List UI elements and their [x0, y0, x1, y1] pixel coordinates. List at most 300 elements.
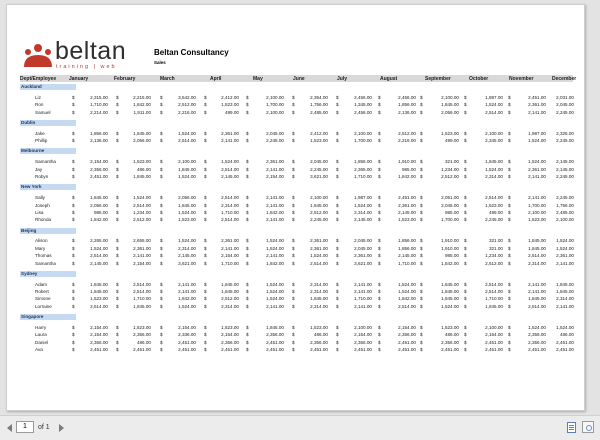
- currency-symbol: $: [204, 102, 207, 108]
- currency-symbol: $: [292, 281, 295, 287]
- company-title: Beltan Consultancy: [154, 48, 229, 57]
- currency-symbol: $: [420, 281, 423, 287]
- table-row: [20, 295, 573, 302]
- logo-tagline: training | web: [56, 64, 117, 70]
- currency-symbol: $: [464, 260, 467, 266]
- sales-value: 1,524.00: [178, 209, 196, 215]
- currency-symbol: $: [160, 332, 163, 338]
- currency-symbol: $: [336, 332, 339, 338]
- sales-value: 2,245.00: [485, 217, 503, 223]
- currency-symbol: $: [292, 109, 295, 115]
- currency-symbol: $: [246, 332, 249, 338]
- currency-symbol: $: [292, 195, 295, 201]
- currency-symbol: $: [336, 260, 339, 266]
- sales-value: 2,056.00: [90, 202, 108, 208]
- sales-value: 2,100.00: [528, 209, 546, 215]
- sales-value: 2,451.00: [221, 347, 239, 352]
- currency-symbol: $: [116, 202, 119, 208]
- sales-value: 1,524.00: [310, 253, 328, 259]
- currency-symbol: $: [508, 138, 511, 144]
- currency-symbol: $: [464, 324, 467, 330]
- sales-value: 2,154.00: [266, 174, 284, 179]
- currency-symbol: $: [160, 102, 163, 108]
- currency-symbol: $: [116, 109, 119, 115]
- currency-symbol: $: [292, 245, 295, 251]
- table-row: [20, 137, 573, 144]
- sales-value: 2,100.00: [441, 94, 459, 100]
- sales-value: 1,845.00: [441, 102, 459, 108]
- currency-symbol: $: [508, 296, 511, 302]
- sales-value: 2,045.00: [441, 202, 459, 208]
- currency-symbol: $: [508, 159, 511, 165]
- sales-value: 1,524.00: [398, 281, 416, 287]
- sales-value: 1,524.00: [178, 174, 196, 179]
- column-header-month: December: [552, 76, 577, 82]
- currency-symbol: $: [378, 281, 381, 287]
- sales-value: 985.00: [444, 253, 459, 259]
- employee-name: Thomas: [35, 253, 52, 259]
- sales-value: 985.00: [93, 209, 108, 215]
- sales-value: 2,314.00: [310, 303, 328, 309]
- sales-value: 2,514.00: [485, 281, 503, 287]
- sales-value: 2,451.00: [90, 347, 108, 352]
- currency-symbol: $: [72, 289, 75, 295]
- currency-symbol: $: [336, 347, 339, 352]
- currency-symbol: $: [420, 159, 423, 165]
- sales-value: 2,514.00: [528, 303, 546, 309]
- currency-symbol: $: [246, 339, 249, 345]
- currency-symbol: $: [292, 209, 295, 215]
- currency-symbol: $: [336, 296, 339, 302]
- currency-symbol: $: [116, 166, 119, 172]
- sales-value: 2,031.00: [556, 94, 574, 100]
- currency-symbol: $: [508, 253, 511, 259]
- sales-value: 2,154.00: [398, 324, 416, 330]
- sales-value: 2,314.00: [310, 281, 328, 287]
- sales-value: 2,451.00: [90, 174, 108, 179]
- currency-symbol: $: [464, 245, 467, 251]
- sales-value: 1,524.00: [556, 324, 574, 330]
- currency-symbol: $: [378, 102, 381, 108]
- sales-value: 1,856.00: [398, 238, 416, 244]
- sales-value: 2,141.00: [354, 281, 372, 287]
- sales-value: 2,314.00: [354, 209, 372, 215]
- currency-symbol: $: [204, 324, 207, 330]
- sales-value: 2,356.00: [90, 166, 108, 172]
- sales-value: 1,524.00: [441, 303, 459, 309]
- sales-value: 1,845.00: [485, 159, 503, 165]
- sales-value: 2,356.00: [354, 339, 372, 345]
- sales-value: 2,356.00: [221, 339, 239, 345]
- sales-value: 2,361.00: [133, 245, 151, 251]
- table-row: [20, 94, 573, 101]
- currency-symbol: $: [508, 130, 511, 136]
- currency-symbol: $: [336, 245, 339, 251]
- currency-symbol: $: [72, 347, 75, 352]
- table-row: [20, 281, 573, 288]
- currency-symbol: $: [508, 109, 511, 115]
- currency-symbol: $: [160, 166, 163, 172]
- sales-value: 2,141.00: [133, 253, 151, 259]
- sales-value: 2,325.00: [556, 130, 574, 136]
- currency-symbol: $: [72, 202, 75, 208]
- sales-value: 3,542.00: [178, 94, 196, 100]
- sales-value: 1,700.00: [354, 138, 372, 144]
- sales-value: 2,045.00: [556, 102, 574, 108]
- sales-value: 1,845.00: [441, 296, 459, 302]
- currency-symbol: $: [160, 296, 163, 302]
- sales-value: 2,141.00: [266, 217, 284, 223]
- currency-symbol: $: [72, 166, 75, 172]
- sales-value: 321.00: [488, 245, 503, 251]
- sales-value: 2,245.00: [556, 138, 574, 144]
- sales-value: 2,154.00: [133, 260, 151, 266]
- currency-symbol: $: [292, 102, 295, 108]
- sales-value: 2,451.00: [485, 347, 503, 352]
- currency-symbol: $: [246, 324, 249, 330]
- currency-symbol: $: [292, 174, 295, 179]
- currency-symbol: $: [336, 130, 339, 136]
- currency-symbol: $: [508, 303, 511, 309]
- sales-value: 1,710.00: [221, 209, 239, 215]
- sales-value: 2,100.00: [556, 217, 574, 223]
- currency-symbol: $: [336, 339, 339, 345]
- currency-symbol: $: [508, 339, 511, 345]
- sales-value: 2,215.00: [133, 94, 151, 100]
- currency-symbol: $: [464, 303, 467, 309]
- sales-value: 1,524.00: [556, 245, 574, 251]
- sales-value: 2,345.00: [485, 138, 503, 144]
- currency-symbol: $: [420, 94, 423, 100]
- currency-symbol: $: [72, 195, 75, 201]
- currency-symbol: $: [116, 102, 119, 108]
- currency-symbol: $: [508, 166, 511, 172]
- column-header-month: October: [469, 76, 489, 82]
- page-number-input[interactable]: [16, 421, 34, 433]
- section-label: Sydney: [20, 271, 76, 277]
- sales-value: 1,700.00: [528, 202, 546, 208]
- currency-symbol: $: [420, 347, 423, 352]
- currency-symbol: $: [292, 324, 295, 330]
- currency-symbol: $: [378, 339, 381, 345]
- currency-symbol: $: [246, 174, 249, 179]
- sales-value: 2,100.00: [266, 109, 284, 115]
- column-header-month: February: [114, 76, 136, 82]
- sales-value: 1,710.00: [133, 296, 151, 302]
- sales-value: 2,514.00: [221, 217, 239, 223]
- currency-symbol: $: [336, 94, 339, 100]
- table-row: [20, 130, 573, 137]
- currency-symbol: $: [246, 245, 249, 251]
- column-header-month: March: [160, 76, 175, 82]
- sales-value: 2,655.00: [133, 238, 151, 244]
- sales-value: 1,524.00: [178, 130, 196, 136]
- currency-symbol: $: [72, 324, 75, 330]
- currency-symbol: $: [116, 296, 119, 302]
- sales-value: 2,154.00: [485, 332, 503, 338]
- sales-value: 1,845.00: [133, 303, 151, 309]
- sales-value: 2,512.00: [398, 130, 416, 136]
- currency-symbol: $: [336, 238, 339, 244]
- currency-symbol: $: [292, 339, 295, 345]
- sales-value: 1,910.00: [441, 245, 459, 251]
- currency-symbol: $: [116, 217, 119, 223]
- currency-symbol: $: [464, 138, 467, 144]
- currency-symbol: $: [378, 159, 381, 165]
- sales-value: 2,100.00: [354, 324, 372, 330]
- currency-symbol: $: [420, 324, 423, 330]
- sales-value: 2,136.00: [398, 109, 416, 115]
- employee-name: Lorraine: [35, 303, 52, 309]
- sales-value: 2,145.00: [221, 174, 239, 179]
- column-header-month: September: [425, 76, 451, 82]
- currency-symbol: $: [160, 260, 163, 266]
- page-layout-icon[interactable]: [567, 422, 576, 433]
- sales-value: 1,524.00: [90, 245, 108, 251]
- sales-value: 2,485.00: [556, 209, 574, 215]
- sales-value: 321.00: [488, 238, 503, 244]
- currency-symbol: $: [508, 174, 511, 179]
- currency-symbol: $: [116, 303, 119, 309]
- sales-value: 2,361.00: [556, 253, 574, 259]
- sales-value: 2,361.00: [528, 166, 546, 172]
- sales-value: 1,524.00: [266, 296, 284, 302]
- employee-name: Mary: [35, 245, 46, 251]
- sales-value: 1,845.00: [90, 195, 108, 201]
- currency-symbol: $: [464, 159, 467, 165]
- table-row: [20, 324, 573, 331]
- sales-value: 1,845.00: [528, 238, 546, 244]
- sales-value: 2,245.00: [556, 109, 574, 115]
- sales-value: 2,145.00: [398, 253, 416, 259]
- currency-symbol: $: [160, 217, 163, 223]
- currency-symbol: $: [508, 332, 511, 338]
- sales-value: 1,234.00: [441, 166, 459, 172]
- currency-symbol: $: [464, 202, 467, 208]
- sales-value: 1,845.00: [178, 166, 196, 172]
- currency-symbol: $: [72, 130, 75, 136]
- sales-value: 2,100.00: [354, 130, 372, 136]
- currency-symbol: $: [246, 202, 249, 208]
- sales-value: 2,141.00: [556, 303, 574, 309]
- employee-name: Ron: [35, 102, 44, 108]
- employee-name: Adam: [35, 281, 48, 287]
- currency-symbol: $: [160, 324, 163, 330]
- table-row: [20, 237, 573, 244]
- sales-value: 2,356.00: [133, 332, 151, 338]
- sales-value: 2,136.00: [90, 138, 108, 144]
- currency-symbol: $: [464, 238, 467, 244]
- sales-value: 2,361.00: [354, 253, 372, 259]
- currency-symbol: $: [246, 166, 249, 172]
- employee-name: Daniel: [35, 339, 49, 345]
- sales-value: 2,512.00: [441, 174, 459, 179]
- sales-value: 2,336.00: [178, 332, 196, 338]
- currency-symbol: $: [204, 195, 207, 201]
- sales-value: 2,154.00: [90, 332, 108, 338]
- sales-value: 499.00: [488, 209, 503, 215]
- sales-value: 2,451.00: [178, 339, 196, 345]
- sales-value: 1,842.00: [441, 260, 459, 266]
- table-row: [20, 166, 573, 173]
- sales-value: 2,141.00: [528, 289, 546, 295]
- currency-symbol: $: [204, 296, 207, 302]
- currency-symbol: $: [378, 166, 381, 172]
- currency-symbol: $: [464, 253, 467, 259]
- column-header-dept: Dept/Employee: [20, 76, 57, 82]
- viewer-toolbar: [0, 415, 600, 440]
- sales-value: 1,987.00: [485, 94, 503, 100]
- sales-value: 2,514.00: [133, 202, 151, 208]
- currency-symbol: $: [464, 339, 467, 345]
- sales-value: 1,845.00: [528, 296, 546, 302]
- currency-symbol: $: [292, 332, 295, 338]
- sales-value: 2,412.00: [310, 130, 328, 136]
- sales-value: 2,451.00: [441, 347, 459, 352]
- sales-value: 1,524.00: [528, 159, 546, 165]
- sales-value: 1,523.00: [398, 217, 416, 223]
- sales-value: 2,451.00: [266, 339, 284, 345]
- currency-symbol: $: [204, 209, 207, 215]
- currency-symbol: $: [204, 289, 207, 295]
- employee-name: Ava: [35, 347, 43, 352]
- sales-value: 2,141.00: [266, 253, 284, 259]
- currency-symbol: $: [160, 238, 163, 244]
- vertical-scrollbar[interactable]: [588, 4, 596, 409]
- currency-symbol: $: [464, 289, 467, 295]
- sales-value: 1,523.00: [221, 102, 239, 108]
- currency-symbol: $: [336, 102, 339, 108]
- currency-symbol: $: [464, 174, 467, 179]
- currency-symbol: $: [336, 195, 339, 201]
- sales-value: 2,141.00: [266, 303, 284, 309]
- currency-symbol: $: [160, 209, 163, 215]
- currency-symbol: $: [420, 238, 423, 244]
- sales-value: 2,512.00: [178, 102, 196, 108]
- currency-symbol: $: [160, 245, 163, 251]
- sales-value: 2,456.00: [354, 94, 372, 100]
- currency-symbol: $: [292, 347, 295, 352]
- sales-value: 2,451.00: [556, 347, 574, 352]
- sales-value: 2,314.00: [528, 260, 546, 266]
- currency-symbol: $: [246, 159, 249, 165]
- currency-symbol: $: [204, 245, 207, 251]
- currency-symbol: $: [116, 174, 119, 179]
- currency-symbol: $: [246, 195, 249, 201]
- sales-value: 985.00: [401, 166, 416, 172]
- column-header-month: November: [509, 76, 534, 82]
- sales-value: 2,514.00: [485, 109, 503, 115]
- sales-value: 2,512.00: [221, 296, 239, 302]
- sales-value: 2,314.00: [178, 245, 196, 251]
- section-label: Dublin: [20, 120, 76, 126]
- currency-symbol: $: [378, 303, 381, 309]
- sales-value: 1,845.00: [221, 289, 239, 295]
- currency-symbol: $: [160, 303, 163, 309]
- sales-value: 2,045.00: [310, 159, 328, 165]
- currency-symbol: $: [72, 281, 75, 287]
- currency-symbol: $: [420, 195, 423, 201]
- currency-symbol: $: [464, 217, 467, 223]
- sales-value: 2,456.00: [398, 94, 416, 100]
- sales-value: 1,856.00: [398, 102, 416, 108]
- currency-symbol: $: [508, 289, 511, 295]
- currency-symbol: $: [72, 159, 75, 165]
- sales-value: 2,141.00: [178, 281, 196, 287]
- sales-value: 1,845.00: [90, 289, 108, 295]
- sales-value: 1,524.00: [528, 138, 546, 144]
- currency-symbol: $: [116, 138, 119, 144]
- sales-value: 2,154.00: [178, 324, 196, 330]
- sales-value: 2,356.00: [266, 332, 284, 338]
- currency-symbol: $: [246, 238, 249, 244]
- employee-name: Lisa: [35, 209, 44, 215]
- sales-value: 1,523.00: [178, 217, 196, 223]
- sales-value: 2,412.00: [221, 94, 239, 100]
- table-row: [20, 252, 573, 259]
- sales-value: 1,842.00: [178, 296, 196, 302]
- sales-value: 1,524.00: [354, 202, 372, 208]
- report-subtitle: Sales: [154, 60, 166, 65]
- currency-symbol: $: [204, 347, 207, 352]
- currency-symbol: $: [292, 253, 295, 259]
- sales-value: 1,987.00: [354, 195, 372, 201]
- sales-value: 499.00: [444, 138, 459, 144]
- sales-value: 1,987.00: [528, 130, 546, 136]
- table-row: [20, 346, 573, 353]
- sales-value: 2,451.00: [398, 339, 416, 345]
- settings-icon[interactable]: [582, 421, 594, 433]
- sales-value: 2,100.00: [178, 159, 196, 165]
- table-row: [20, 101, 573, 108]
- sales-value: 1,845.00: [178, 202, 196, 208]
- table-row: [20, 303, 573, 310]
- currency-symbol: $: [116, 253, 119, 259]
- sales-value: 1,524.00: [266, 289, 284, 295]
- sales-value: 2,100.00: [310, 195, 328, 201]
- currency-symbol: $: [336, 174, 339, 179]
- currency-symbol: $: [204, 260, 207, 266]
- sales-value: 1,756.00: [310, 102, 328, 108]
- sales-value: 2,514.00: [90, 253, 108, 259]
- sales-value: 1,845.00: [133, 174, 151, 179]
- currency-symbol: $: [378, 238, 381, 244]
- currency-symbol: $: [160, 174, 163, 179]
- sales-value: 2,141.00: [556, 260, 574, 266]
- sales-value: 2,056.00: [178, 195, 196, 201]
- currency-symbol: $: [160, 339, 163, 345]
- sales-value: 1,524.00: [133, 195, 151, 201]
- currency-symbol: $: [116, 94, 119, 100]
- prev-page-icon[interactable]: [7, 424, 12, 432]
- currency-symbol: $: [116, 260, 119, 266]
- next-page-icon[interactable]: [59, 424, 64, 432]
- sales-value: 486.00: [136, 339, 151, 345]
- currency-symbol: $: [204, 202, 207, 208]
- sales-value: 2,514.00: [485, 195, 503, 201]
- sales-value: 1,710.00: [354, 296, 372, 302]
- sales-value: 1,845.00: [485, 303, 503, 309]
- currency-symbol: $: [204, 339, 207, 345]
- currency-symbol: $: [464, 296, 467, 302]
- currency-symbol: $: [204, 130, 207, 136]
- currency-symbol: $: [246, 296, 249, 302]
- sales-value: 2,100.00: [485, 130, 503, 136]
- currency-symbol: $: [336, 217, 339, 223]
- sales-value: 2,451.00: [354, 347, 372, 352]
- sales-value: 2,245.00: [310, 217, 328, 223]
- employee-name: Samuel: [35, 109, 51, 115]
